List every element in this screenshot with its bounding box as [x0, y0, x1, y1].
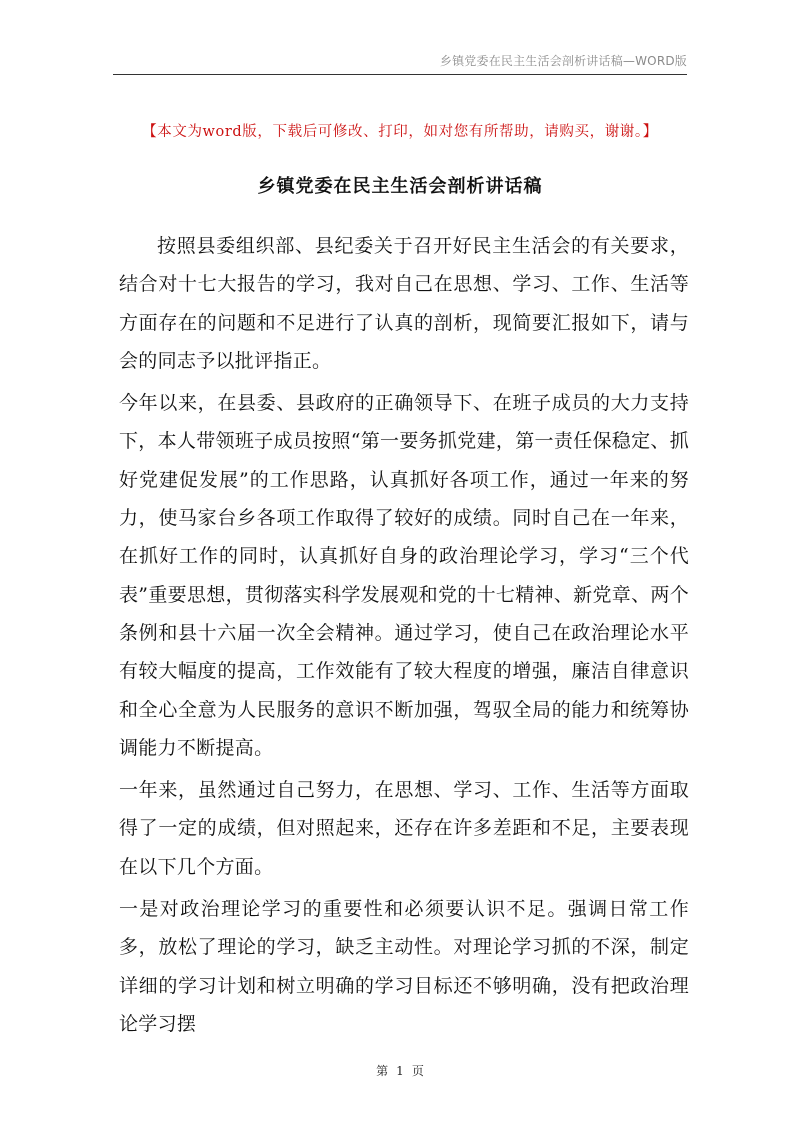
document-body — [119, 227, 689, 1047]
running-header: 乡镇党委在民主生活会剖析讲话稿—WORD版 — [439, 54, 687, 68]
body-paragraph-1: 按照县委组织部、县纪委关于召开好民主生活会的有关要求，结合对十七大报告的学习，我对自己在思想、学习、工作、生活等方面存在的问题和不足进行了认真的剖析，现简要汇报如下，请与会的同志予以批评指正。 — [119, 235, 689, 372]
document-title: 乡镇党委在民主生活会剖析讲话稿 — [257, 176, 543, 197]
body-paragraph-2: 今年以来，在县委、县政府的正确领导下、在班子成员的大力支持下，本人带领班子成员按照“第一要务抓党建，第一责任保稳定、抓好党建促发展”的工作思路，认真抓好各项工作，通过一年来的努力，使马家台乡各项工作取得了较好的成绩。同时自己在一年来，在抓好工作的同时，认真抓好自身的政治理论学习，学习“三个代表”重要思想，贯彻落实科学发展观和党的十七精神、新党章、两个条例和县十六届一次全会精神。通过学习，使自己在政治理论水平有较大幅度的提高，工作效能有了较大程度的增强，廉洁自律意识和全心全意为人民服务的意识不断加强，驾驭全局的能力和统筹协调能力不断提高。 — [119, 392, 689, 759]
header-divider — [113, 74, 687, 75]
page-number: 1 — [396, 1064, 404, 1078]
body-paragraph-4: 一是对政治理论学习的重要性和必须要认识不足。强调日常工作多，放松了理论的学习，缺乏主动性。对理论学习抓的不深，制定详细的学习计划和树立明确的学习目标还不够明确，没有把政治理论学习摆 — [119, 898, 689, 1035]
body-paragraph-3: 一年来，虽然通过自己努力，在思想、学习、工作、生活等方面取得了一定的成绩，但对照起来，还存在许多差距和不足，主要表现在以下几个方面。 — [119, 779, 689, 878]
page-footer — [0, 1062, 800, 1079]
page-suffix: 页 — [411, 1064, 424, 1078]
page-prefix: 第 — [376, 1064, 389, 1078]
purchase-notice: 【本文为word版，下载后可修改、打印，如对您有所帮助，请购买，谢谢。】 — [142, 124, 658, 140]
